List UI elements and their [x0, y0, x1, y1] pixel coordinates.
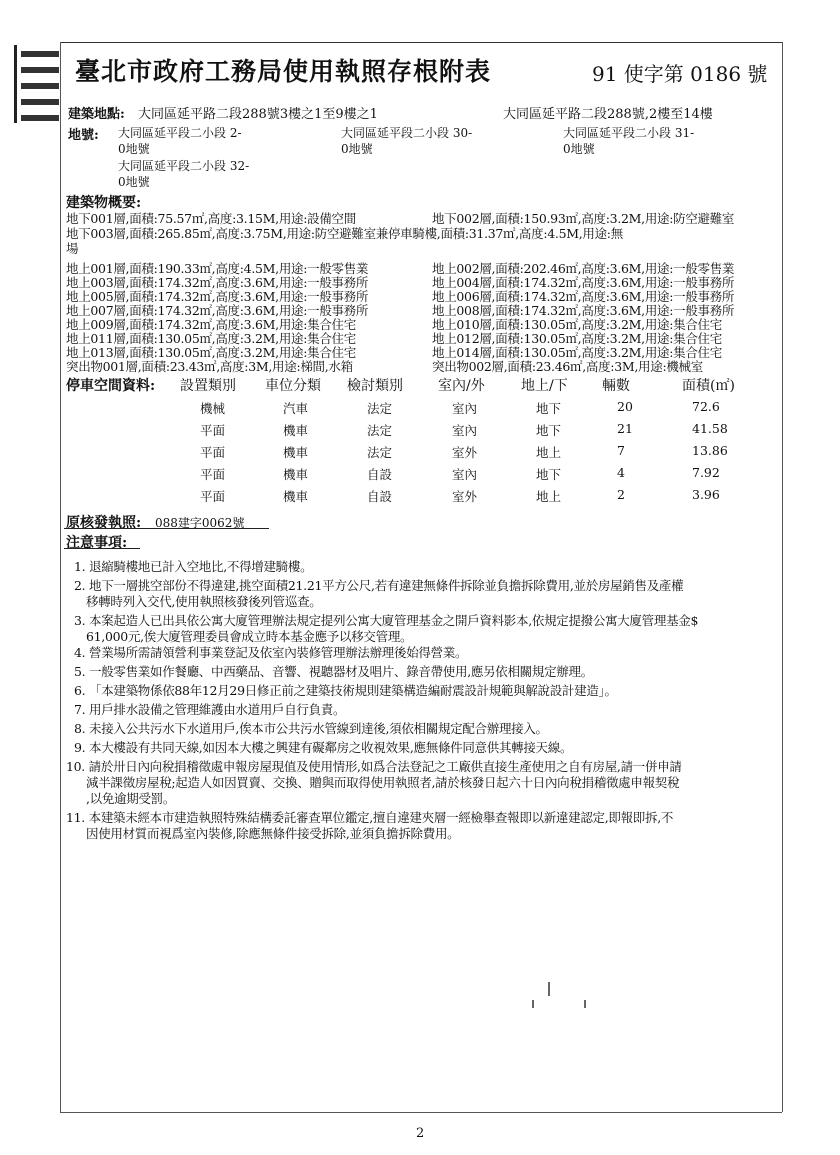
floor-row: 突出物002層,面積:23.46㎡,高度:3M,用途:機械室: [432, 359, 703, 374]
parking-cell: 4: [617, 465, 625, 480]
parking-cell: 自設: [367, 489, 393, 504]
basement-row: 地下002層,面積:150.93㎡,高度:3.2M,用途:防空避難室: [432, 211, 735, 226]
page-number: 2: [416, 1126, 425, 1141]
note-line: 減半課徵房屋稅;起造人如因買賣、交換、贈與而取得使用執照者,請於核發日起六十日內向稅捐稽徵處申報契稅: [86, 775, 680, 790]
parking-cell: 平面: [200, 467, 226, 482]
floor-row: 地上010層,面積:130.05㎡,高度:3.2M,用途:集合住宅: [432, 317, 722, 332]
document-number: 91 使字第 0186 號: [592, 62, 768, 86]
note-line: 3. 本案起造人已出具依公寓大廈管理辦法規定提列公寓大廈管理基金之開戶資料影本,依規定提撥公寓大廈管理基金$: [74, 613, 699, 628]
scan-speck: [532, 1000, 534, 1008]
parking-cell: 室內: [452, 423, 478, 438]
parking-header-review: 檢討類別: [347, 378, 403, 394]
floor-row: 地上004層,面積:174.32㎡,高度:3.6M,用途:一般事務所: [432, 275, 735, 290]
parking-cell: 平面: [200, 423, 226, 438]
note-line: 1. 退縮騎樓地已計入空地比,不得增建騎樓。: [74, 559, 313, 574]
lot-item-3-line1: 大同區延平段二小段 31-: [563, 126, 695, 140]
parking-cell: 20: [617, 399, 633, 414]
document-title: 臺北市政府工務局使用執照存根附表: [75, 57, 492, 86]
lot-item-4-line2: 0地號: [118, 175, 150, 189]
parking-cell: 自設: [367, 467, 393, 482]
parking-cell: 72.6: [692, 399, 720, 414]
original-permit-label: 原核發執照:: [66, 515, 142, 531]
floor-row: 地上005層,面積:174.32㎡,高度:3.6M,用途:一般事務所: [66, 289, 369, 304]
parking-cell: 機車: [283, 445, 309, 460]
parking-header-type: 設置類別: [180, 378, 236, 394]
parking-label: 停車空間資料:: [66, 378, 156, 394]
parking-cell: 機械: [200, 401, 226, 416]
note-line: 4. 營業場所需請領營利事業登記及依室內裝修管理辦法辦理後始得營業。: [74, 645, 468, 660]
parking-cell: 平面: [200, 489, 226, 504]
note-line: ,以免逾期受罰。: [86, 791, 176, 806]
parking-cell: 13.86: [692, 443, 728, 458]
lot-item-3-line2: 0地號: [563, 142, 595, 156]
floor-row: 地上011層,面積:130.05㎡,高度:3.2M,用途:集合住宅: [66, 331, 356, 346]
parking-header-level: 地上/下: [521, 378, 568, 394]
floor-row: 地上003層,面積:174.32㎡,高度:3.6M,用途:一般事務所: [66, 275, 369, 290]
scan-speck: [548, 982, 550, 996]
original-permit-value: 088建字0062號: [155, 516, 245, 530]
notes-underline: [64, 548, 140, 549]
address-extra: 大同區延平路二段288號,2樓至14樓: [503, 107, 713, 122]
basement-row: 場: [66, 241, 79, 256]
parking-cell: 平面: [200, 445, 226, 460]
parking-header-vehicle: 車位分類: [265, 378, 321, 394]
lot-item-1-line1: 大同區延平段二小段 2-: [118, 126, 242, 140]
floor-row: 地上002層,面積:202.46㎡,高度:3.6M,用途:一般零售業: [432, 261, 735, 276]
note-line: 6. 「本建築物係依88年12月29日修正前之建築技術規則建築構造編耐震設計規範與解說設計建造」。: [74, 683, 617, 698]
parking-cell: 地上: [536, 489, 562, 504]
parking-header-area: 面積(㎡): [682, 378, 735, 394]
floor-row: 地上009層,面積:174.32㎡,高度:3.6M,用途:集合住宅: [66, 317, 356, 332]
floor-row: 地上014層,面積:130.05㎡,高度:3.2M,用途:集合住宅: [432, 345, 722, 360]
parking-header-indoor: 室內/外: [438, 378, 485, 394]
frame-top-line: [60, 42, 782, 43]
parking-cell: 室外: [452, 445, 478, 460]
notes-label: 注意事項:: [66, 535, 128, 551]
frame-left-line: [60, 42, 61, 1112]
parking-cell: 機車: [283, 489, 309, 504]
parking-cell: 法定: [367, 423, 393, 438]
frame-bottom-line: [60, 1112, 782, 1113]
note-line: 11. 本建築未經本市建造執照特殊結構委託審查單位鑑定,擅自違建夾層一經檢舉查報即以新違建認定,即報即拆,不: [66, 810, 674, 825]
scan-stamp-mark: [14, 45, 61, 123]
parking-cell: 7.92: [692, 465, 720, 480]
parking-cell: 室內: [452, 401, 478, 416]
basement-row: 地下003層,面積:265.85㎡,高度:3.75M,用途:防空避難室兼停車騎樓,面積:31.37㎡,高度:4.5M,用途:無: [66, 226, 623, 241]
note-line: 10. 請於卅日內向稅捐稽徵處申報房屋現值及使用情形,如爲合法登記之工廠供直接生產使用之自有房屋,請一併申請: [66, 759, 682, 774]
parking-cell: 3.96: [692, 487, 720, 502]
parking-cell: 41.58: [692, 421, 728, 436]
basement-row: 地下001層,面積:75.57㎡,高度:3.15M,用途:設備空間: [66, 211, 356, 226]
permit-underline: [64, 528, 269, 529]
note-line: 7. 用戶排水設備之管理維護由水道用戶自行負責。: [74, 702, 346, 717]
lot-item-2-line2: 0地號: [341, 142, 373, 156]
parking-cell: 21: [617, 421, 633, 436]
parking-cell: 室內: [452, 467, 478, 482]
parking-cell: 室外: [452, 489, 478, 504]
scan-speck: [584, 1000, 586, 1008]
floor-row: 地上013層,面積:130.05㎡,高度:3.2M,用途:集合住宅: [66, 345, 356, 360]
note-line: 9. 本大樓設有共同天線,如因本大樓之興建有礙鄰房之收視效果,應無條件同意供其轉接天線。: [74, 740, 573, 755]
address-label: 建築地點:: [68, 107, 125, 122]
parking-cell: 地上: [536, 445, 562, 460]
note-line: 8. 未接入公共污水下水道用戶,俟本市公共污水管線到達後,須依相關規定配合辦理接入。: [74, 721, 548, 736]
parking-cell: 汽車: [283, 401, 309, 416]
parking-cell: 地下: [536, 467, 562, 482]
parking-cell: 法定: [367, 445, 393, 460]
parking-cell: 法定: [367, 401, 393, 416]
lot-item-1-line2: 0地號: [118, 142, 150, 156]
parking-cell: 地下: [536, 401, 562, 416]
floor-row: 地上007層,面積:174.32㎡,高度:3.6M,用途:一般事務所: [66, 303, 369, 318]
floor-row: 突出物001層,面積:23.43㎡,高度:3M,用途:梯間,水箱: [66, 359, 353, 374]
note-line: 61,000元,俟大廈管理委員會成立時本基金應予以移交管理。: [86, 629, 413, 644]
lot-label: 地號:: [68, 128, 99, 143]
floor-row: 地上012層,面積:130.05㎡,高度:3.2M,用途:集合住宅: [432, 331, 722, 346]
note-line: 2. 地下一層挑空部份不得違建,挑空面積21.21平方公尺,若有違建無條件拆除並負擔拆除費用,並於房屋銷售及產權: [74, 578, 684, 593]
floor-row: 地上008層,面積:174.32㎡,高度:3.6M,用途:一般事務所: [432, 303, 735, 318]
overview-label: 建築物概要:: [66, 195, 142, 211]
parking-cell: 地下: [536, 423, 562, 438]
floor-row: 地上001層,面積:190.33㎡,高度:4.5M,用途:一般零售業: [66, 261, 369, 276]
lot-item-4-line1: 大同區延平段二小段 32-: [118, 159, 250, 173]
parking-cell: 機車: [283, 467, 309, 482]
note-line: 5. 一般零售業如作餐廳、中西藥品、音響、視聽器材及唱片、錄音帶使用,應另依相關規定辦理。: [74, 664, 593, 679]
floor-row: 地上006層,面積:174.32㎡,高度:3.6M,用途:一般事務所: [432, 289, 735, 304]
lot-item-2-line1: 大同區延平段二小段 30-: [341, 126, 473, 140]
note-line: 因使用材質而視爲室內裝修,除應無條件接受拆除,並須負擔拆除費用。: [86, 826, 460, 841]
note-line: 移轉時列入交代,使用執照核發後列管巡查。: [86, 594, 322, 609]
parking-header-count: 輛數: [602, 378, 630, 394]
parking-cell: 機車: [283, 423, 309, 438]
address-value: 大同區延平路二段288號3樓之1至9樓之1: [138, 107, 378, 122]
frame-right-line: [782, 42, 783, 1112]
parking-cell: 7: [617, 443, 625, 458]
parking-cell: 2: [617, 487, 625, 502]
